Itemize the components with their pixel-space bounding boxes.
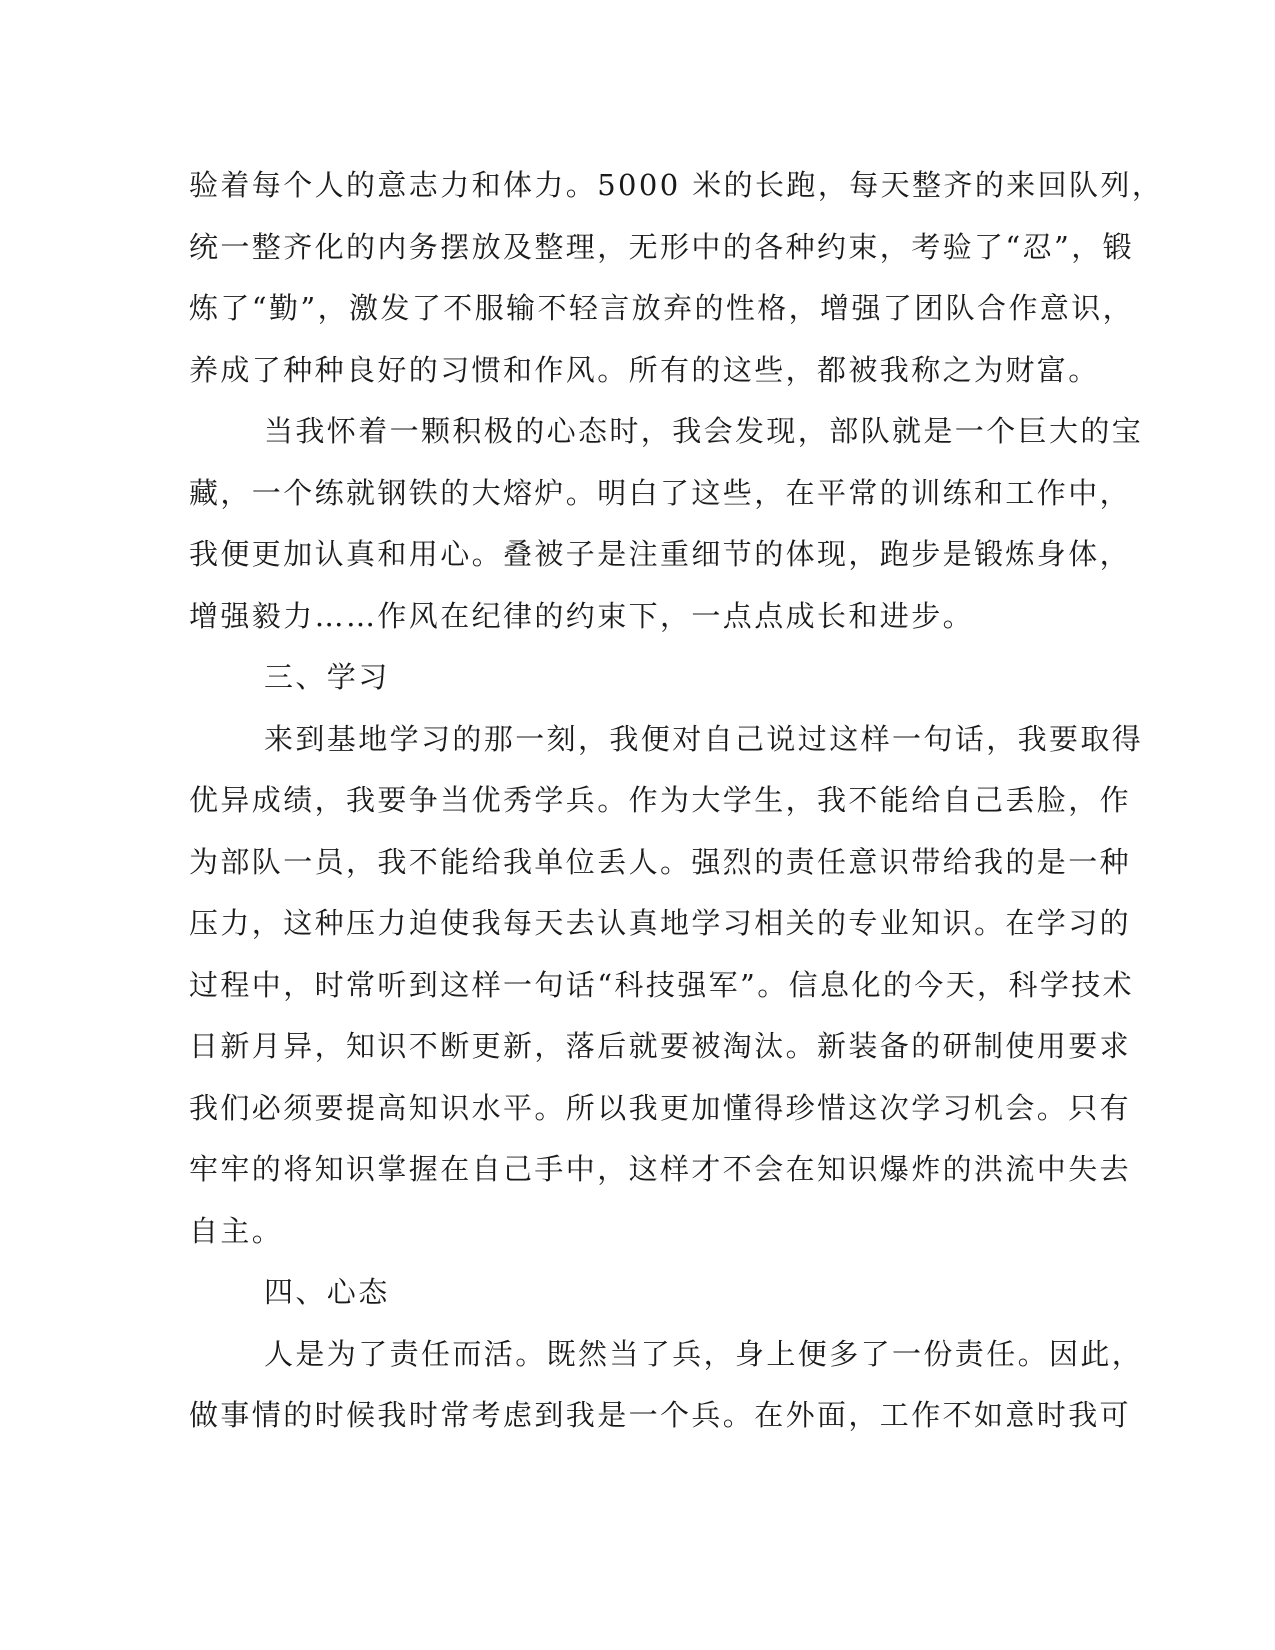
text-line: 藏，一个练就钢铁的大熔炉。明白了这些，在平常的训练和工作中，	[189, 475, 1132, 510]
paragraph-start-line: 人是为了责任而活。既然当了兵，身上便多了一份责任。因此，	[264, 1336, 1144, 1371]
text-line: 做事情的时候我时常考虑到我是一个兵。在外面，工作不如意时我可	[189, 1398, 1132, 1432]
section-heading-study: 三、学习	[264, 660, 390, 694]
text-line: 为部队一员，我不能给我单位丢人。强烈的责任意识带给我的是一种	[189, 844, 1132, 879]
text-line: 我们必须要提高知识水平。所以我更加懂得珍惜这次学习机会。只有	[189, 1090, 1132, 1125]
text-line: 我便更加认真和用心。叠被子是注重细节的体现，跑步是锻炼身体，	[189, 537, 1132, 571]
text-line: 养成了种种良好的习惯和作风。所有的这些，都被我称之为财富。	[189, 352, 1100, 387]
text-line: 过程中，时常听到这样一句话“科技强军”。信息化的今天，科学技术	[189, 967, 1135, 1002]
text-line: 优异成绩，我要争当优秀学兵。作为大学生，我不能给自己丢脸，作	[189, 783, 1132, 817]
text-line: 炼了“勤”，激发了不服输不轻言放弃的性格，增强了团队合作意识，	[189, 291, 1135, 325]
text-line: 验着每个人的意志力和体力。5000 米的长跑，每天整齐的来回队列，	[189, 168, 1164, 202]
paragraph-start-line: 当我怀着一颗积极的心态时，我会发现，部队就是一个巨大的宝	[264, 414, 1144, 448]
text-line: 压力，这种压力迫使我每天去认真地学习相关的专业知识。在学习的	[189, 906, 1132, 940]
paragraph-start-line: 来到基地学习的那一刻，我便对自己说过这样一句话，我要取得	[264, 721, 1144, 756]
text-line: 增强毅力……作风在纪律的约束下，一点点成长和进步。	[189, 598, 975, 633]
section-heading-mindset: 四、心态	[264, 1275, 390, 1309]
body-text	[189, 155, 1164, 1447]
text-line: 日新月异，知识不断更新，落后就要被淘汰。新装备的研制使用要求	[189, 1029, 1132, 1063]
text-line: 自主。	[189, 1213, 284, 1248]
text-line: 牢牢的将知识掌握在自己手中，这样才不会在知识爆炸的洪流中失去	[189, 1152, 1132, 1186]
text-line: 统一整齐化的内务摆放及整理，无形中的各种约束，考验了“忍”，锻	[189, 229, 1135, 264]
